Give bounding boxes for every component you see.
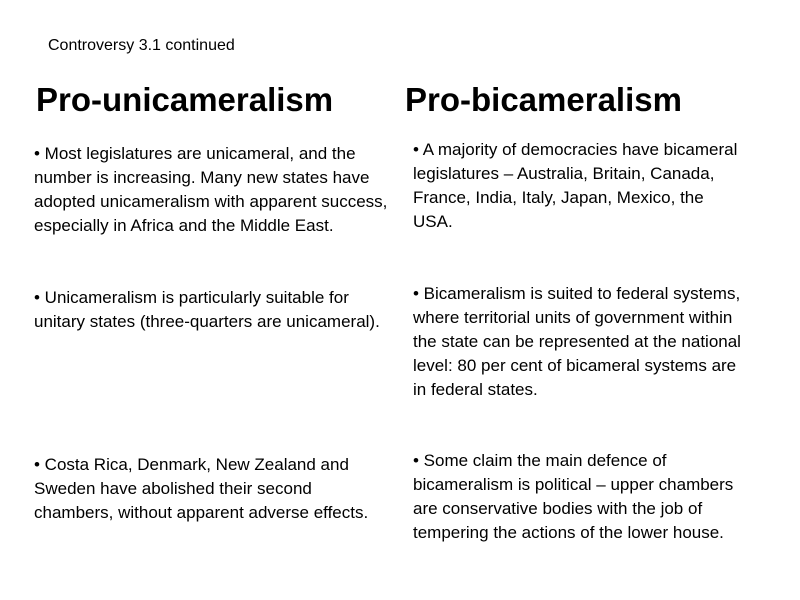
bicameralism-point-1: • A majority of democracies have bicameral legislatures – Australia, Britain, Canada, France, India, Italy, Japan, Mexico, the USA. bbox=[413, 140, 738, 231]
heading-pro-bicameralism: Pro-bicameralism bbox=[405, 81, 682, 118]
unicameralism-point-1: • Most legislatures are unicameral, and the number is increasing. Many new states have adopted unicameralism with apparent success, especially in Africa and the Middle East. bbox=[34, 144, 388, 235]
unicameralism-point-2: • Unicameralism is particularly suitable for unitary states (three-quarters are unicameral). bbox=[34, 288, 380, 331]
bicameralism-point-3: • Some claim the main defence of bicameralism is political – upper chambers are conservative bodies with the job of tempering the actions of the lower house. bbox=[413, 451, 734, 542]
bicameralism-point-2: • Bicameralism is suited to federal systems, where territorial units of government within the state can be represented at the national level: 80 per cent of bicameral systems are in federal states. bbox=[413, 284, 741, 399]
unicameralism-point-3: • Costa Rica, Denmark, New Zealand and Sweden have abolished their second chambers, without apparent adverse effects. bbox=[34, 455, 369, 522]
heading-pro-unicameralism: Pro-unicameralism bbox=[36, 81, 334, 118]
slide-subtitle: Controversy 3.1 continued bbox=[48, 37, 235, 54]
